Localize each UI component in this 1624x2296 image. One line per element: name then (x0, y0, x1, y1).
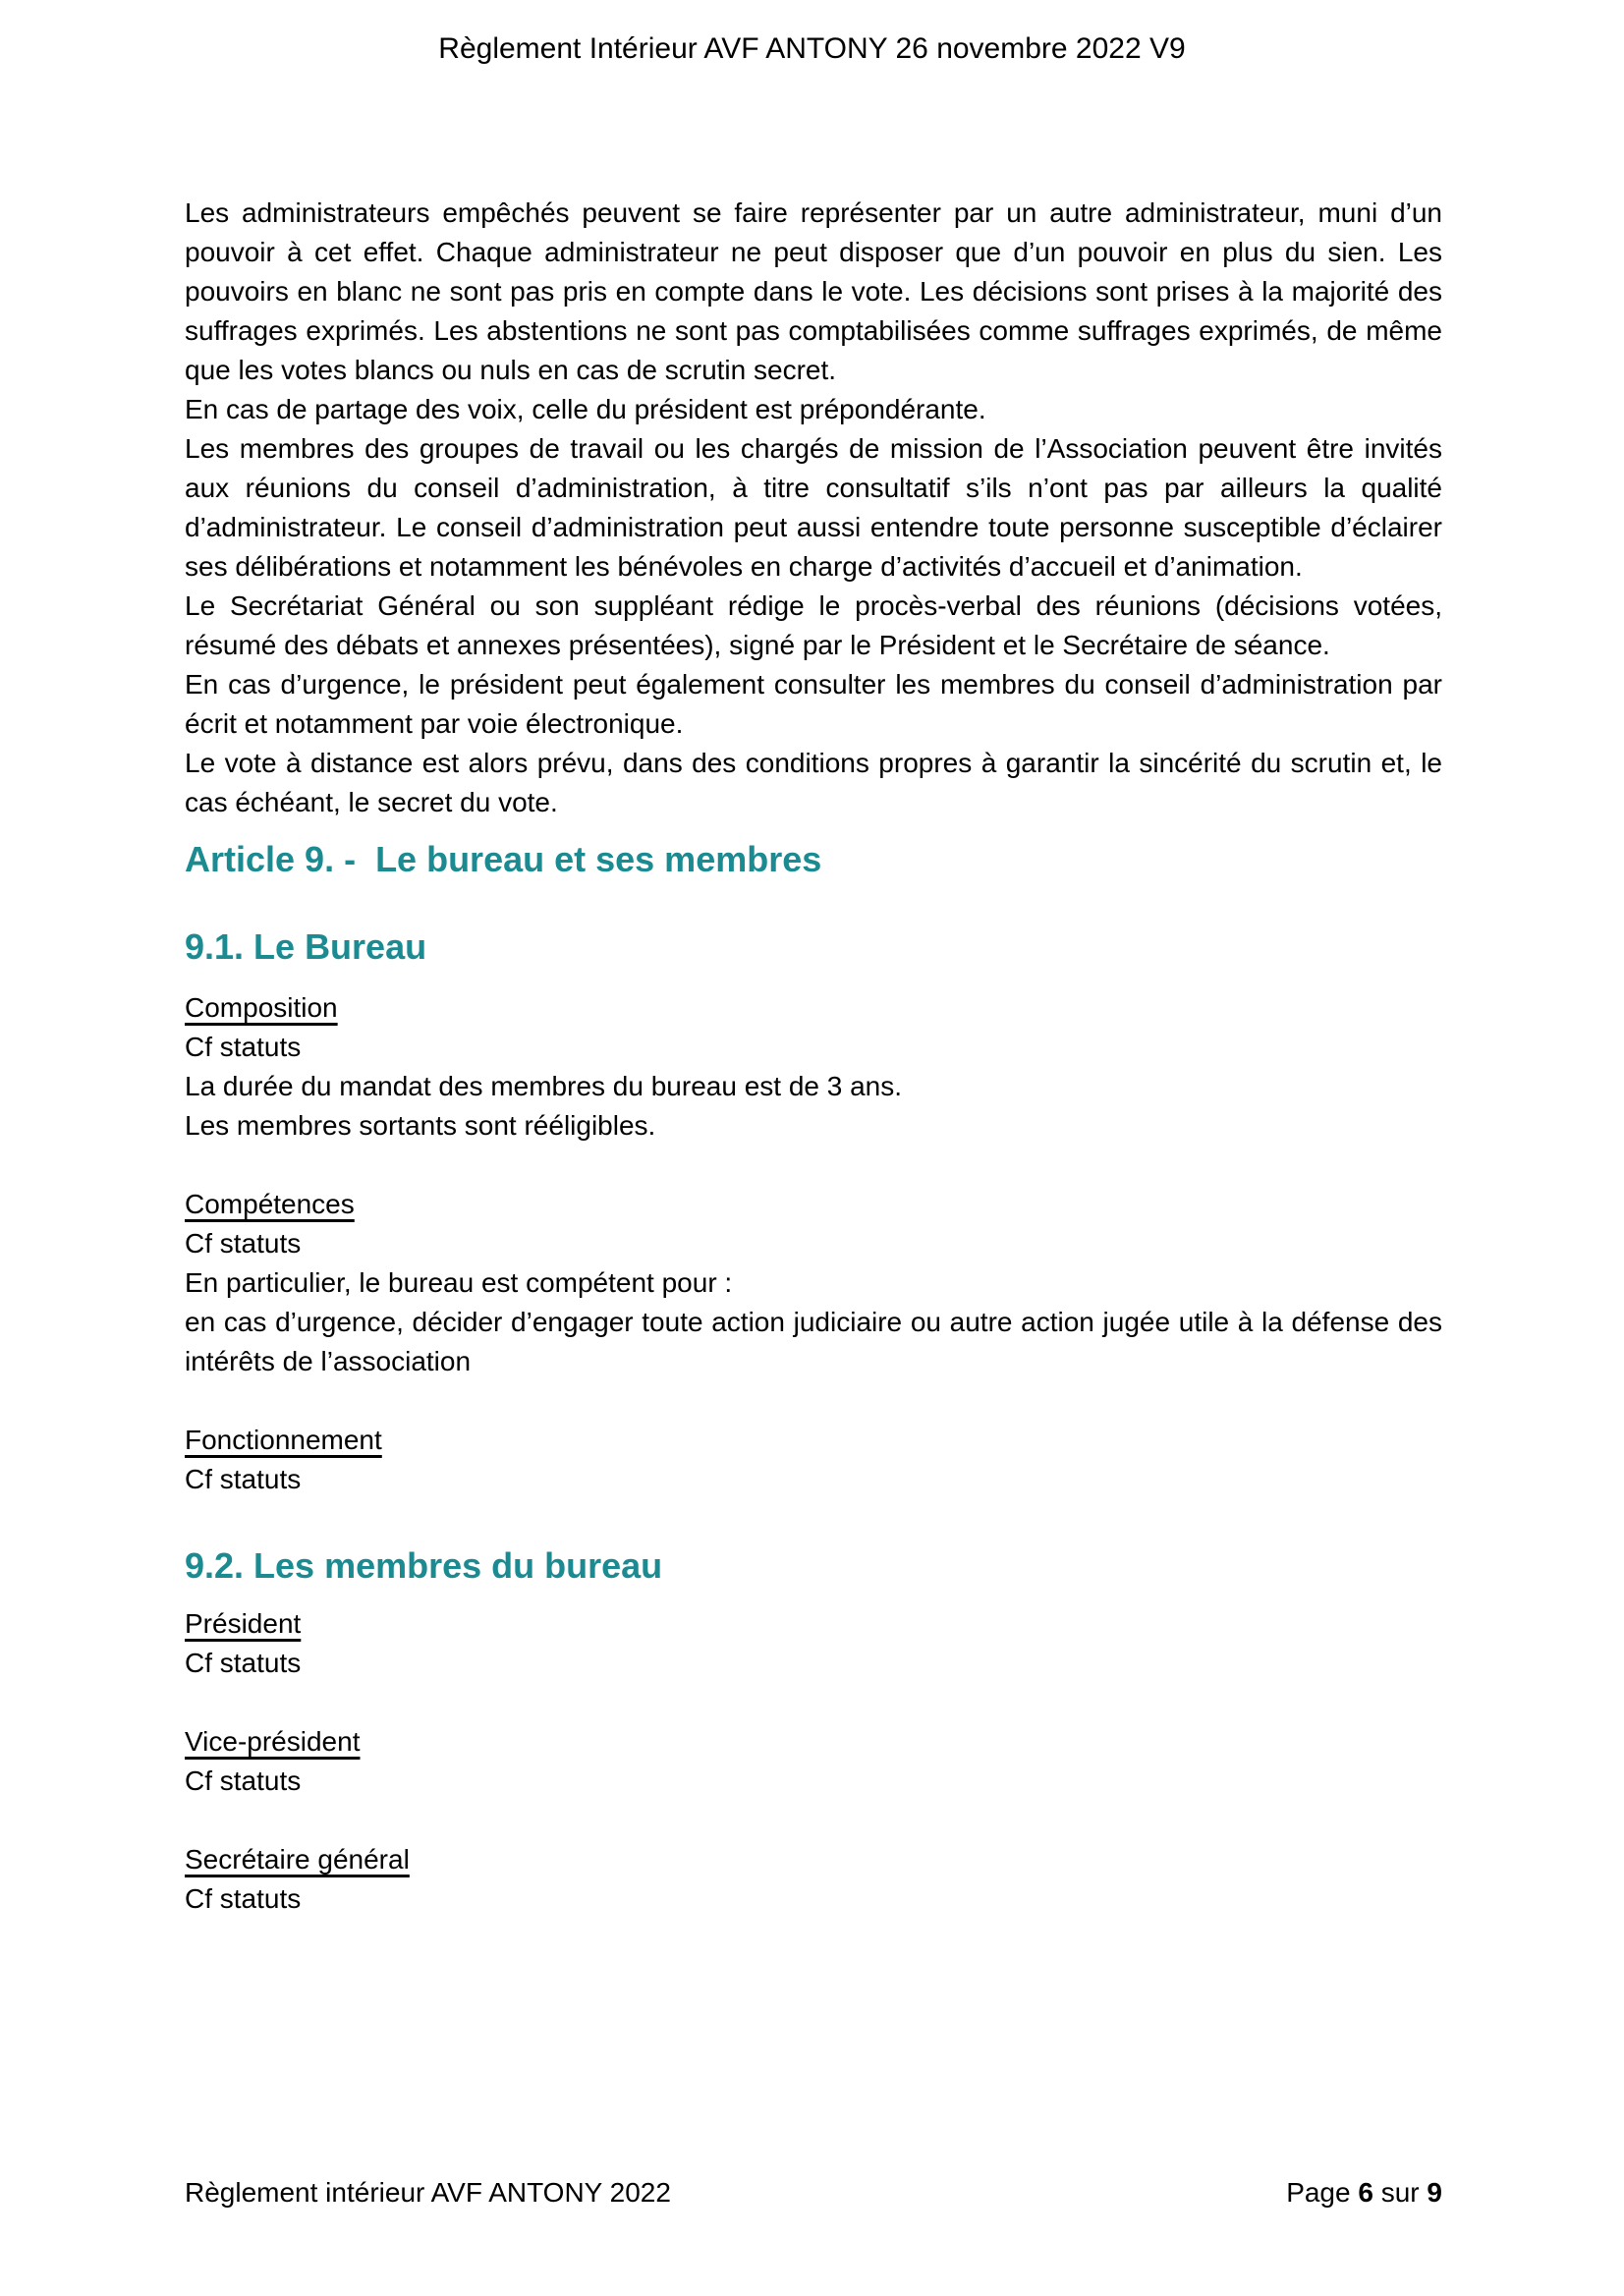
competences-label: Compétences (185, 1189, 355, 1219)
paragraph-administrateurs: Les administrateurs empêchés peuvent se faire représenter par un autre administrateur, muni d’un pouvoir à cet effet. Chaque administrateur ne peut disposer que d’un pouvoir en plus du sien. Les pouvoirs en blanc ne sont pas pris en compte dans le vote. Les décisions sont prises à la majorité des suffrages exprimés. Les abstentions ne sont pas comptabilisées comme suffrages exprimés, de même que les votes blancs ou nuls en cas de scrutin secret. (185, 197, 1442, 385)
footer-page-number: 6 (1358, 2177, 1373, 2208)
footer-page-total: 9 (1427, 2177, 1442, 2208)
composition-membres-sortants: Les membres sortants sont rééligibles. (185, 1110, 656, 1141)
secretaire-general-label: Secrétaire général (185, 1844, 410, 1875)
paragraph-partage-voix: En cas de partage des voix, celle du président est prépondérante. (185, 394, 986, 424)
competences-action-judiciaire: en cas d’urgence, décider d’engager toute action judiciaire ou autre action jugée utile à la défense des intérêts de l’association (185, 1307, 1442, 1376)
competences-en-particulier: En particulier, le bureau est compétent pour : (185, 1267, 733, 1298)
paragraph-secretariat: Le Secrétariat Général ou son suppléant rédige le procès-verbal des réunions (décisions votées, résumé des débats et annexes présentées), signé par le Président et le Secrétaire de séance. (185, 590, 1442, 660)
composition-label: Composition (185, 992, 338, 1023)
paragraph-groupes-travail: Les membres des groupes de travail ou les chargés de mission de l’Association peuvent être invités aux réunions du conseil d’administration, à titre consultatif s’ils n’ont pas par ailleurs la qualité d’administrateur. Le conseil d’administration peut aussi entendre toute personne susceptible d’éclairer ses délibérations et notamment les bénévoles en charge d’activités d’accueil et d’animation. (185, 433, 1442, 582)
section-9-2-heading: 9.2. Les membres du bureau (185, 1545, 663, 1586)
president-label: Président (185, 1608, 302, 1639)
section-9-1-heading: 9.1. Le Bureau (185, 926, 427, 967)
page-header-title: Règlement Intérieur AVF ANTONY 26 novembre 2022 V9 (438, 32, 1186, 65)
fonctionnement-cf-statuts: Cf statuts (185, 1464, 302, 1494)
secretaire-general-cf-statuts: Cf statuts (185, 1883, 302, 1914)
paragraph-urgence: En cas d’urgence, le président peut également consulter les membres du conseil d’administration par écrit et notamment par voie électronique. (185, 669, 1442, 739)
vice-president-cf-statuts: Cf statuts (185, 1765, 302, 1796)
article-9-heading: Article 9. - Le bureau et ses membres (185, 839, 822, 879)
vice-president-label: Vice-président (185, 1726, 361, 1757)
president-cf-statuts: Cf statuts (185, 1648, 302, 1678)
document-body (185, 194, 1442, 1919)
competences-cf-statuts: Cf statuts (185, 1228, 302, 1259)
paragraph-vote-distance: Le vote à distance est alors prévu, dans des conditions propres à garantir la sincérité du scrutin et, le cas échéant, le secret du vote. (185, 748, 1442, 817)
composition-duree-mandat: La durée du mandat des membres du bureau est de 3 ans. (185, 1071, 903, 1101)
fonctionnement-label: Fonctionnement (185, 1425, 382, 1455)
composition-cf-statuts: Cf statuts (185, 1032, 302, 1062)
footer-document-title: Règlement intérieur AVF ANTONY 2022 (185, 2177, 671, 2208)
page-footer (185, 2173, 1442, 2212)
footer-page-indicator: Page 6 sur 9 (1286, 2177, 1442, 2208)
